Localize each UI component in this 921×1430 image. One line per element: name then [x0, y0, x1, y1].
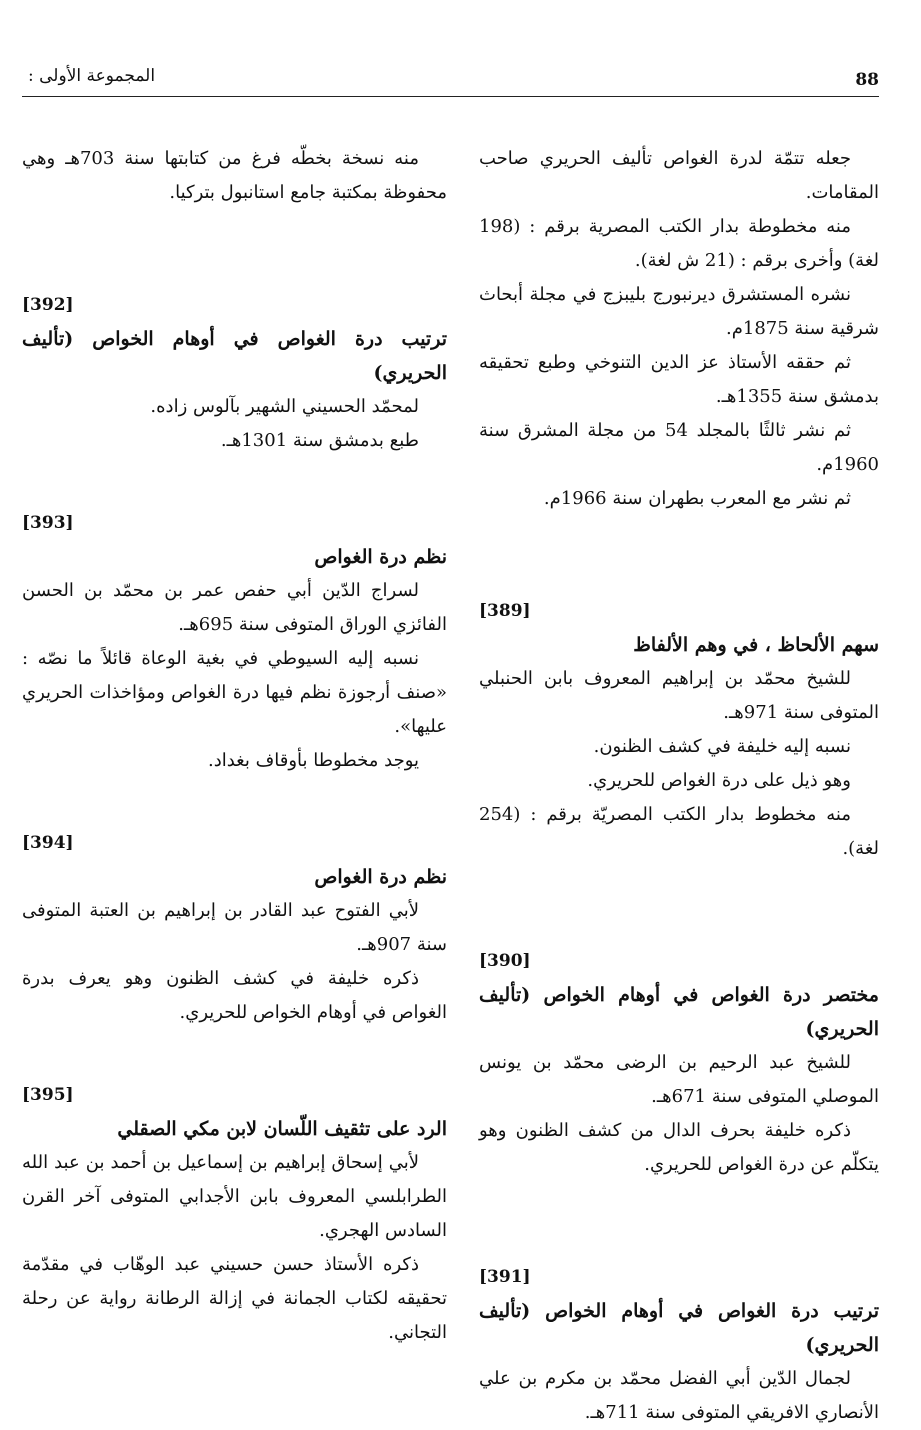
paragraph: نسبه إليه السيوطي في بغية الوعاة قائلاً ما نصّه : «صنف أرجوزة نظم فيها درة الغواص ومؤاخذات الحريري عليها». [22, 648, 447, 737]
entry-number: [394] [22, 833, 74, 853]
paragraph: لأبي الفتوح عبد القادر بن إبراهيم بن العتبة المتوفى سنة 907هـ. [22, 900, 447, 955]
entry-title: سهم الألحاظ ، في وهم الألفاظ [633, 634, 879, 656]
paragraph: جعله تتمّة لدرة الغواص تأليف الحريري صاحب المقامات. [479, 148, 879, 203]
left-column [22, 142, 447, 1350]
paragraph: ذكره الأستاذ حسن حسيني عبد الوهّاب في مقدّمة تحقيقه لكتاب الجمانة في إزالة الرطانة رواية عن رحلة التجاني. [22, 1254, 447, 1343]
entry-number: [393] [22, 513, 74, 533]
entry-number: [392] [22, 295, 74, 315]
paragraph: لمحمّد الحسيني الشهير بآلوس زاده. [150, 396, 419, 417]
page-header [22, 60, 879, 97]
paragraph: منه مخطوطة بدار الكتب المصرية برقم : (198 لغة) وأخرى برقم : (21 ش لغة). [479, 216, 879, 271]
paragraph: ثم نشر مع المعرب بطهران سنة 1966م. [543, 488, 851, 509]
entry-title: نظم درة الغواص [314, 546, 447, 568]
entry-number: [389] [479, 601, 531, 621]
paragraph: ثم نشر ثالثًا بالمجلد 54 من مجلة المشرق سنة 1960م. [479, 420, 879, 475]
paragraph: يوجد مخطوطا بأوقاف بغداد. [208, 750, 419, 771]
paragraph: منه نسخة بخطّه فرغ من كتابتها سنة 703هـ وهي محفوظة بمكتبة جامع استانبول بتركيا. [22, 148, 447, 203]
paragraph: لسراج الدّين أبي حفص عمر بن محمّد بن الحسن الفائزي الوراق المتوفى سنة 695هـ. [22, 580, 447, 635]
paragraph: للشيخ محمّد بن إبراهيم المعروف بابن الحنبلي المتوفى سنة 971هـ. [479, 668, 879, 723]
entry-number: [395] [22, 1085, 74, 1105]
paragraph: ذكره خليفة في كشف الظنون وهو يعرف بدرة الغواص في أوهام الخواص للحريري. [22, 968, 447, 1023]
paragraph: ثم حققه الأستاذ عز الدين التنوخي وطبع تحقيقه بدمشق سنة 1355هـ. [479, 352, 879, 407]
page-number: 88 [855, 70, 879, 90]
entry-title: نظم درة الغواص [314, 866, 447, 888]
entry-title: ترتيب درة الغواص في أوهام الخواص (تأليف الحريري) [22, 328, 447, 384]
running-title: المجموعة الأولى : [28, 66, 156, 86]
right-column [479, 142, 879, 1430]
entry-title: ترتيب درة الغواص في أوهام الخواص (تأليف الحريري) [479, 1300, 879, 1356]
paragraph: وهو ذيل على درة الغواص للحريري. [587, 770, 851, 791]
paragraph: لأبي إسحاق إبراهيم بن إسماعيل بن أحمد بن عبد الله الطرابلسي المعروف بابن الأجدابي المتوفى آخر القرن السادس الهجري. [22, 1152, 447, 1241]
paragraph: نسبه إليه خليفة في كشف الظنون. [593, 736, 851, 757]
entry-title: الرد على تثقيف اللّسان لابن مكي الصقلي [117, 1118, 447, 1140]
paragraph: لجمال الدّين أبي الفضل محمّد بن مكرم بن علي الأنصاري الافريقي المتوفى سنة 711هـ. [479, 1368, 879, 1423]
paragraph: نشره المستشرق ديرنبورج بليبزج في مجلة أبحاث شرقية سنة 1875م. [479, 284, 879, 339]
paragraph: ذكره خليفة بحرف الدال من كشف الظنون وهو يتكلّم عن درة الغواص للحريري. [479, 1120, 879, 1175]
entry-title: مختصر درة الغواص في أوهام الخواص (تأليف الحريري) [479, 984, 879, 1040]
entry-number: [390] [479, 951, 531, 971]
paragraph: للشيخ عبد الرحيم بن الرضى محمّد بن يونس الموصلي المتوفى سنة 671هـ. [479, 1052, 879, 1107]
entry-number: [391] [479, 1267, 531, 1287]
paragraph: منه مخطوط بدار الكتب المصريّة برقم : (254 لغة). [479, 804, 879, 859]
paragraph: طبع بدمشق سنة 1301هـ. [220, 430, 419, 451]
